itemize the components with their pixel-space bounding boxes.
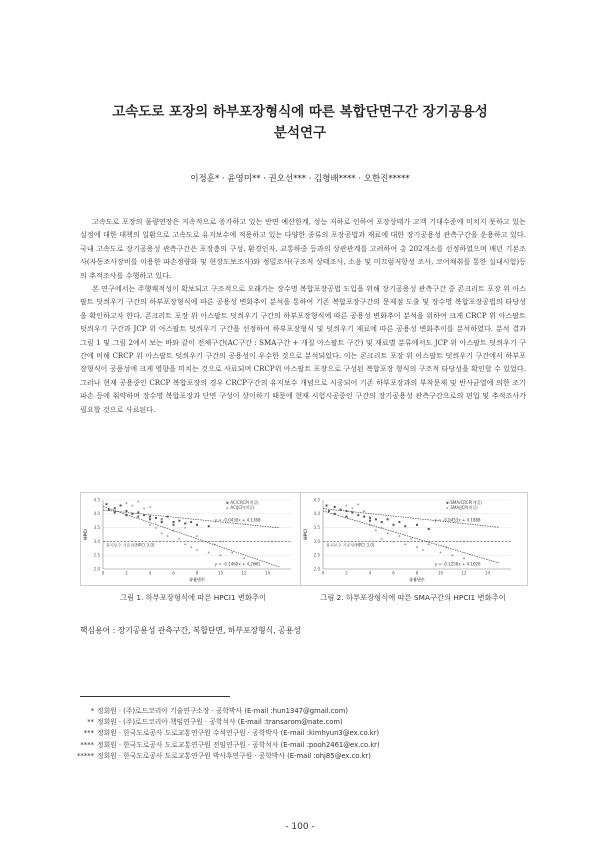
legend-entry: SMA/JCP(개질) [450,505,478,511]
data-point [386,532,388,534]
x-tick-label: 2 [345,570,348,576]
figure-2-chart [300,492,528,586]
data-point [375,529,377,531]
data-point [345,504,347,506]
paragraph-2: 본 연구에서는 주행쾌적성이 확보되고 구조적으로 오래가는 장수명 복합포장공법 도입을 위해 장기공용성 관측구간 중 콘크리트 포장 위 아스팔트 덧씌우기 구간의 하부포장형식에 따른 공용성 변화추이 분석을 통하여 기존 복합포장구간의 문제점 도출 및 장수명 복합포장공법의 타당성을 확인하고자 한다. 콘크리트 포장 위 아스팔트 덧씌우기 구간의 하부포장형식에 따른 공용성 변화추이 분석을 위하여 크게 CRCP 위 아스팔트 덧씌우기 구간과 JCP 위 아스팔트 덧씌우기 구간을 선정하여 하부포장형식 및 덧씌우기 재료에 따른 공용성 변화추이를 분석하였다. 분석 결과 그림 1 및 그림 2에서 보는 바와 같이 전체구간(AC구간 : SMA구간 + 개질 아스팔트 구간) 및 재료별 분류에서도 JCP 위 아스팔트 덧씌우기 구간에 비해 CRCP 위 아스팔트 덧씌우기 구간의 공용성이 우수한 것으로 분석되었다. 이는 콘크리트 포장 위 아스팔트 덧씌우기 구간에서 하부포장형식이 공용성에 크게 영향을 미치는 것으로 사료되며 CRCP위 아스팔트 포장으로 구성된 복합포장 형식의 구조적 타당성을 확인할 수 있었다. 그러나 현재 공용중인 CRCP 복합포장의 경우 CRCP구간의 유지보수 개념으로 시공되어 기존 하부포장과의 부착문제 및 반사균열에 의한 조기파손 등에 취약하며 장수명 복합포장과 단면 구성이 상이하기 때문에 현재 시험시공중인 구간의 장기공용성 관측구간으로의 편입 및 추적조사가 필요할 것으로 사료된다. [80,284,526,414]
y-tick-label: 4.0 [93,511,100,517]
data-point [149,516,151,518]
threshold-label: 유지보수 기준선(HPCI 3.0) [326,542,375,548]
data-point [357,514,359,516]
data-point [428,528,430,530]
data-point [463,557,465,559]
y-tick-label: 3.0 [93,538,100,544]
footnote-3 [72,728,380,739]
data-point [422,548,424,550]
x-tick-label: 4 [148,570,152,576]
data-point [184,522,186,524]
data-point [161,532,163,534]
footnote-mark: ***** [77,751,94,760]
data-point [196,535,198,537]
trend-equation-upper: y = -0.0430x + 4.1368 [214,517,261,523]
footnote-text: 정회원 · 한국도로공사 도로교통연구원 박사후연구원 · 공학박사 (E-mail :ohj85@ex.co.kr) [97,751,371,760]
trend-equation-lower: y = -0.1460x + 4.2641 [214,561,261,567]
x-tick-label: 10 [437,570,444,576]
data-point [126,510,128,512]
footnote-text: 정회원 · (주)로드코리아 기술연구소장 · 공학박사 (E-mail :hun1347@gmail.com) [97,707,348,715]
footnote-mark: * [90,707,94,715]
data-point [166,535,168,537]
data-point [351,507,353,509]
data-point [137,500,139,502]
figure-2-caption: 그림 2. 하부포장형식에 따른 SMA구간의 HPCI1 변화추이 [320,593,506,602]
data-point [178,520,180,522]
x-tick-label: 4 [368,570,372,576]
data-point [328,510,330,512]
legend-marker [226,502,228,504]
data-point [416,524,418,526]
footnote-text: 정회원 · 한국도로공사 도로교통연구원 수석연구원 · 공학박사 (E-mail :kimhyun3@ex.co.kr) [97,729,380,738]
legend-marker [226,507,228,509]
y-tick-label: 2.5 [313,552,320,558]
data-point [381,537,383,539]
x-tick-label: 0 [321,570,325,576]
data-point [155,517,157,519]
footnote-2 [72,717,380,728]
y-axis-label: HPCI [83,529,88,540]
page-number: - 100 - [285,822,315,832]
title-line-2: 분석연구 [273,125,327,141]
data-point [196,548,198,550]
x-tick-label: 10 [217,570,224,576]
data-point [369,515,371,517]
data-point [363,510,365,512]
data-point [190,521,192,523]
x-tick-label: 14 [264,570,271,576]
x-axis-label: 공용년수 [189,577,205,582]
x-tick-label: 8 [415,570,419,576]
data-point [369,520,371,522]
footnote-4 [72,740,380,751]
figure-1-caption: 그림 1. 하부포장형식에 따른 HPCI1 변화추이 [119,593,267,602]
x-tick-label: 0 [101,570,105,576]
data-point [243,557,245,559]
data-point [120,505,122,507]
y-tick-label: 3.0 [313,538,320,544]
footnote-mark: ** [87,718,94,727]
y-tick-label: 4.0 [313,511,320,517]
y-axis-label: HPCI [303,529,308,540]
footnote-text: 정회원 · 한국도로공사 도로교통연구원 전임연구원 · 공학석사 (E-mail :pooh2461@ex.co.kr) [97,740,380,749]
x-axis-label: 공용년수 [409,577,425,582]
data-point [326,505,328,507]
data-point [173,521,175,523]
footnote-mark: **** [80,740,94,749]
y-tick-label: 4.5 [313,497,320,503]
threshold-label: 유지보수 기준선(HPCI 3.0) [106,542,155,548]
data-point [404,525,406,527]
data-point [398,521,400,523]
data-point [106,503,108,505]
x-tick-label: 12 [241,570,247,576]
x-tick-label: 2 [125,570,128,576]
data-point [149,518,151,520]
x-tick-label: 12 [461,570,467,576]
figure-1-svg [81,493,307,585]
data-point [393,524,395,526]
x-tick-label: 14 [484,570,491,576]
y-tick-label: 2.5 [93,552,100,558]
author-list: 이정훈* · 윤영미** · 권오선*** · 김형배**** · 오한진***** [190,174,410,184]
data-point [357,503,359,505]
data-point [208,551,210,553]
paragraph-1: 고속도로 포장의 물량연장은 지속적으로 증가하고 있는 반면 예산한계, 성능 저하로 인하여 포장상태가 고객 기대수준에 미치지 못하고 있는 실정에 대한 대책의 일환으로 고속도로 유지보수에 적용하고 있는 다양한 종류의 포장공법과 재료에 대한 장기공용성 관측구간을 운용하고 있다. 국내 고속도로 장기공용성 관측구간은 포장층의 구성, 환경인자, 교통하중 등과의 상관관계를 고려하여 총 202개소를 선정하였으며 매년 기본조사(자동조사장비를 이용한 파손정량화 및 현장도보조사)와 정밀조사(구조적 상태조사, 소음 및 미끄럼저항성 조사, 코어채취를 통한 실내시험)등의 추적조사를 수행하고 있다. [80,217,526,280]
data-point [143,507,145,509]
legend-entry: SMA/CRCP(개질) [450,499,482,505]
footnote-divider [80,696,230,697]
data-point [375,518,377,520]
paper-title [60,102,540,144]
trend-equation-upper: y = -0.0453x + 4.1888 [434,517,481,523]
x-tick-label: 6 [172,570,175,576]
footnote-5 [72,751,380,762]
data-point [363,516,365,518]
data-point [381,521,383,523]
legend-entry: AC/JCP(개질) [230,505,255,511]
y-tick-label: 3.5 [93,525,100,530]
y-tick-label: 2.0 [93,566,100,572]
data-point [208,525,210,527]
abstract-body [80,215,526,416]
y-tick-label: 3.5 [313,525,320,530]
data-point [137,511,139,513]
legend-marker [446,507,448,509]
footnote-mark: *** [83,729,94,738]
data-point [404,543,406,545]
data-point [416,546,418,548]
data-point [428,543,430,545]
data-point [196,524,198,526]
data-point [410,537,412,539]
data-point [173,524,175,526]
trend-equation-lower: y = -0.1258x + 4.1026 [434,561,481,567]
x-tick-label: 8 [195,570,199,576]
data-point [346,516,348,518]
footnote-text: 정회원 · (주)로드코리아 책임연구원 · 공학석사 (E-mail :transarom@nate.com) [97,718,343,727]
trend-line-lower [103,507,279,567]
data-point [114,507,116,509]
data-point [131,504,133,506]
footnotes [72,706,380,762]
data-point [137,516,139,518]
title-line-1: 고속도로 포장의 하부포장형식에 따른 복합단면구간 장기공용성 [112,104,488,120]
data-point [334,506,336,508]
data-point [149,524,151,526]
data-point [114,511,116,513]
figure-2-svg [301,493,527,585]
y-tick-label: 2.0 [313,566,320,572]
y-tick-label: 4.5 [93,497,100,503]
keywords-line: 핵심용어 : 장기공용성 관측구간, 복합단면, 하부포장형식, 공용성 [80,626,301,635]
data-point [125,501,127,503]
data-point [184,543,186,545]
figure-1-chart [80,492,308,586]
data-point [178,537,180,539]
data-point [439,551,441,553]
data-point [387,518,389,520]
legend-marker [446,502,448,504]
footnote-1 [72,706,380,717]
x-tick-label: 6 [392,570,395,576]
data-point [161,521,163,523]
legend-entry: AC/CRCP(개질) [230,499,259,505]
data-point [398,535,400,537]
data-point [190,546,192,548]
data-point [149,506,151,508]
